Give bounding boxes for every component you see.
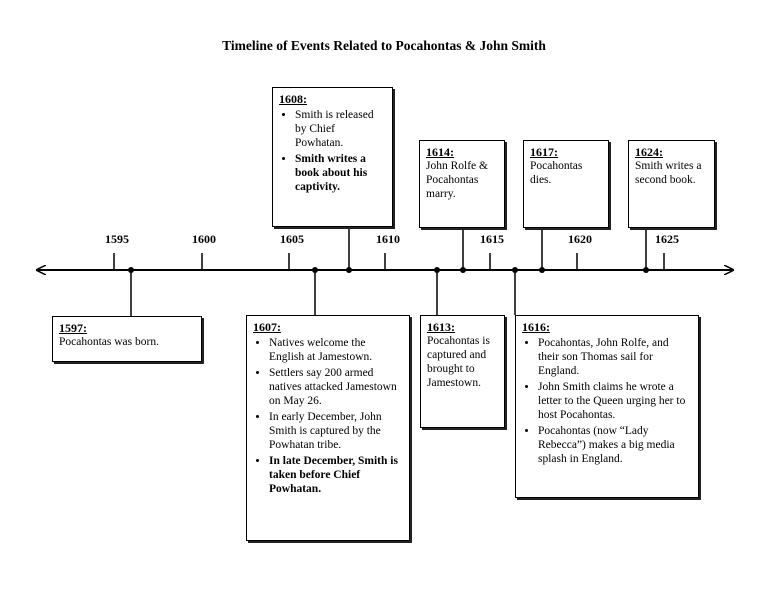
event-box-1617 xyxy=(523,140,609,228)
event-item: • Settlers say 200 armed natives attacked Jamestown on May 26. xyxy=(269,366,403,408)
dot-1614 xyxy=(460,267,466,273)
dot-1607 xyxy=(312,267,318,273)
event-year: 1624: xyxy=(635,145,663,159)
event-item: • Smith writes a book about his captivity. xyxy=(295,152,386,194)
axis-year-1600: 1600 xyxy=(192,232,216,246)
event-year: 1613: xyxy=(427,320,455,334)
axis-year-1620: 1620 xyxy=(568,232,592,246)
event-box-1608 xyxy=(272,87,393,227)
event-year: 1607: xyxy=(253,320,281,334)
axis-year-1605: 1605 xyxy=(280,232,304,246)
event-year: 1614: xyxy=(426,145,454,159)
event-item: • In early December, John Smith is captured by the Powhatan tribe. xyxy=(269,410,403,452)
axis-year-1610: 1610 xyxy=(376,232,400,246)
event-year: 1608: xyxy=(279,92,307,106)
event-item: • John Smith claims he wrote a letter to the Queen urging her to host Pocahontas. xyxy=(538,380,692,422)
event-item: • In late December, Smith is taken before Chief Powhatan. xyxy=(269,454,403,496)
event-item: • Smith is released by Chief Powhatan. xyxy=(295,108,386,150)
event-box-1624 xyxy=(628,140,715,228)
event-text: John Rolfe & Pocahontas marry. xyxy=(426,160,488,200)
event-year: 1616: xyxy=(522,320,550,334)
event-text: Pocahontas is captured and brought to Jamestown. xyxy=(427,335,490,389)
event-box-1607 xyxy=(246,315,410,541)
event-item: • Pocahontas, John Rolfe, and their son Thomas sail for England. xyxy=(538,336,692,378)
axis-year-1625: 1625 xyxy=(655,232,679,246)
event-year: 1617: xyxy=(530,145,558,159)
event-item: • Pocahontas (now “Lady Rebecca”) makes a big media splash in England. xyxy=(538,424,692,466)
event-box-1616 xyxy=(515,315,699,498)
event-text: Pocahontas was born. xyxy=(59,336,159,348)
event-box-1613 xyxy=(420,315,505,428)
dot-1617 xyxy=(539,267,545,273)
axis-year-1595: 1595 xyxy=(105,232,129,246)
dot-1608 xyxy=(346,267,352,273)
dot-1624 xyxy=(643,267,649,273)
event-text: Smith writes a second book. xyxy=(635,160,702,186)
axis-year-1615: 1615 xyxy=(480,232,504,246)
dot-1613 xyxy=(434,267,440,273)
event-box-1614 xyxy=(419,140,505,228)
page-title: Timeline of Events Related to Pocahontas & John Smith xyxy=(222,38,546,53)
event-text: Pocahontas dies. xyxy=(530,160,583,186)
event-item: • Natives welcome the English at Jamestown. xyxy=(269,336,403,364)
event-year: 1597: xyxy=(59,321,87,335)
dot-1616 xyxy=(512,267,518,273)
event-box-1597 xyxy=(52,316,202,362)
dot-1597 xyxy=(128,267,134,273)
